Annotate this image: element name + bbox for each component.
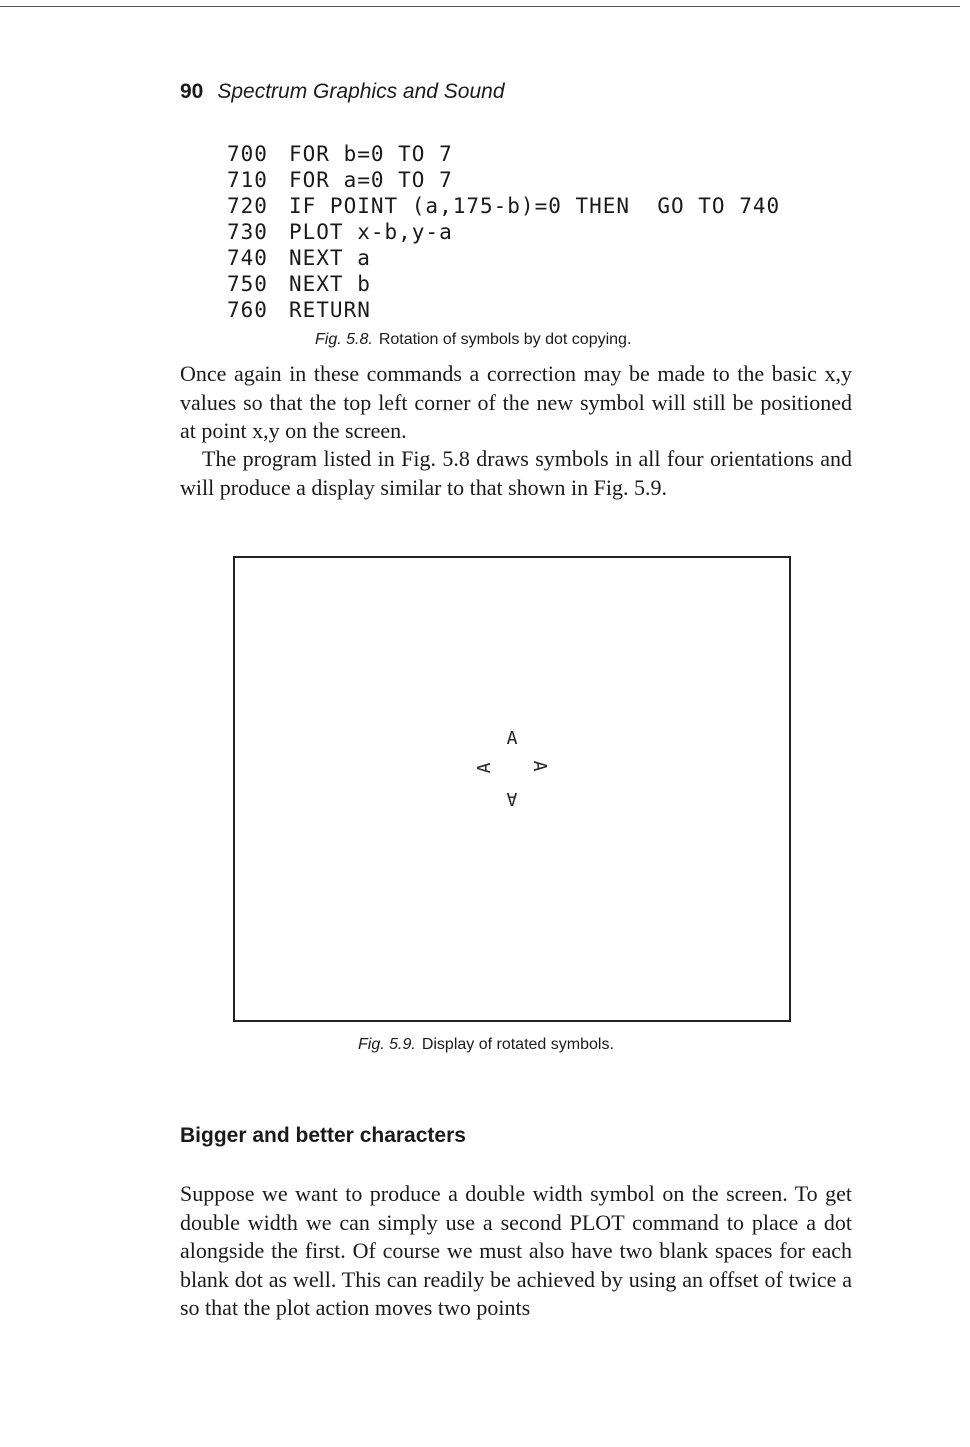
line-number: 730 — [227, 220, 268, 244]
symbol-rotated-left-a — [474, 760, 495, 776]
line-number: 750 — [227, 272, 268, 296]
top-rule — [0, 6, 960, 7]
line-number: 700 — [227, 142, 268, 166]
figure-label: Fig. 5.8. — [315, 331, 373, 348]
section-heading: Bigger and better characters — [180, 1124, 466, 1147]
figure-label: Fig. 5.9. — [358, 1036, 416, 1053]
code-line — [227, 141, 780, 167]
paragraph-correction: Once again in these commands a correction may be made to the basic x,y values so that the top left corner of the new symbol will still be positioned at point x,y on the screen. — [180, 361, 852, 443]
glyph-text: A — [506, 788, 518, 809]
rotated-symbols-display — [233, 556, 791, 1022]
code-text: NEXT a — [289, 246, 371, 270]
program-listing — [227, 141, 780, 323]
line-number: 710 — [227, 168, 268, 192]
figure-5-8-caption — [315, 331, 631, 349]
glyph-text: A — [506, 728, 518, 749]
page-number: 90 — [180, 80, 204, 103]
caption-text: Display of rotated symbols. — [421, 1036, 614, 1053]
code-line — [227, 193, 780, 219]
code-text: RETURN — [289, 298, 371, 322]
caption-text: Rotation of symbols by dot copying. — [378, 331, 632, 348]
line-number: 740 — [227, 246, 268, 270]
glyph-text: A — [474, 762, 495, 774]
line-number: 720 — [227, 194, 268, 218]
symbol-rotated-right-a — [529, 758, 550, 774]
code-text: IF POINT (a,175-b)=0 THEN GO TO 740 — [289, 194, 781, 218]
code-line — [227, 271, 780, 297]
code-line — [227, 219, 780, 245]
running-head — [180, 80, 505, 104]
book-title: Spectrum Graphics and Sound — [217, 80, 505, 103]
symbol-inverted-a — [506, 788, 518, 809]
line-number: 760 — [227, 298, 268, 322]
code-text: NEXT b — [289, 272, 371, 296]
code-line — [227, 297, 780, 323]
code-text: FOR b=0 TO 7 — [289, 142, 453, 166]
code-line — [227, 245, 780, 271]
code-line — [227, 167, 780, 193]
paragraph-double-width: Suppose we want to produce a double width symbol on the screen. To get double width we can simply use a second PLOT command to place a dot alongside the first. Of course we must also have two blank spaces for each blank dot as well. This can readily be achieved by using an offset of twice a so that the plot action moves two points — [180, 1181, 852, 1320]
code-text: FOR a=0 TO 7 — [289, 168, 453, 192]
paragraph-program-description: The program listed in Fig. 5.8 draws symbols in all four orientations and will produce a display similar to that shown in Fig. 5.9. — [180, 446, 852, 500]
glyph-text: A — [529, 760, 550, 772]
figure-5-9-caption — [358, 1036, 614, 1054]
code-text: PLOT x-b,y-a — [289, 220, 453, 244]
symbol-upright-a — [506, 728, 518, 749]
